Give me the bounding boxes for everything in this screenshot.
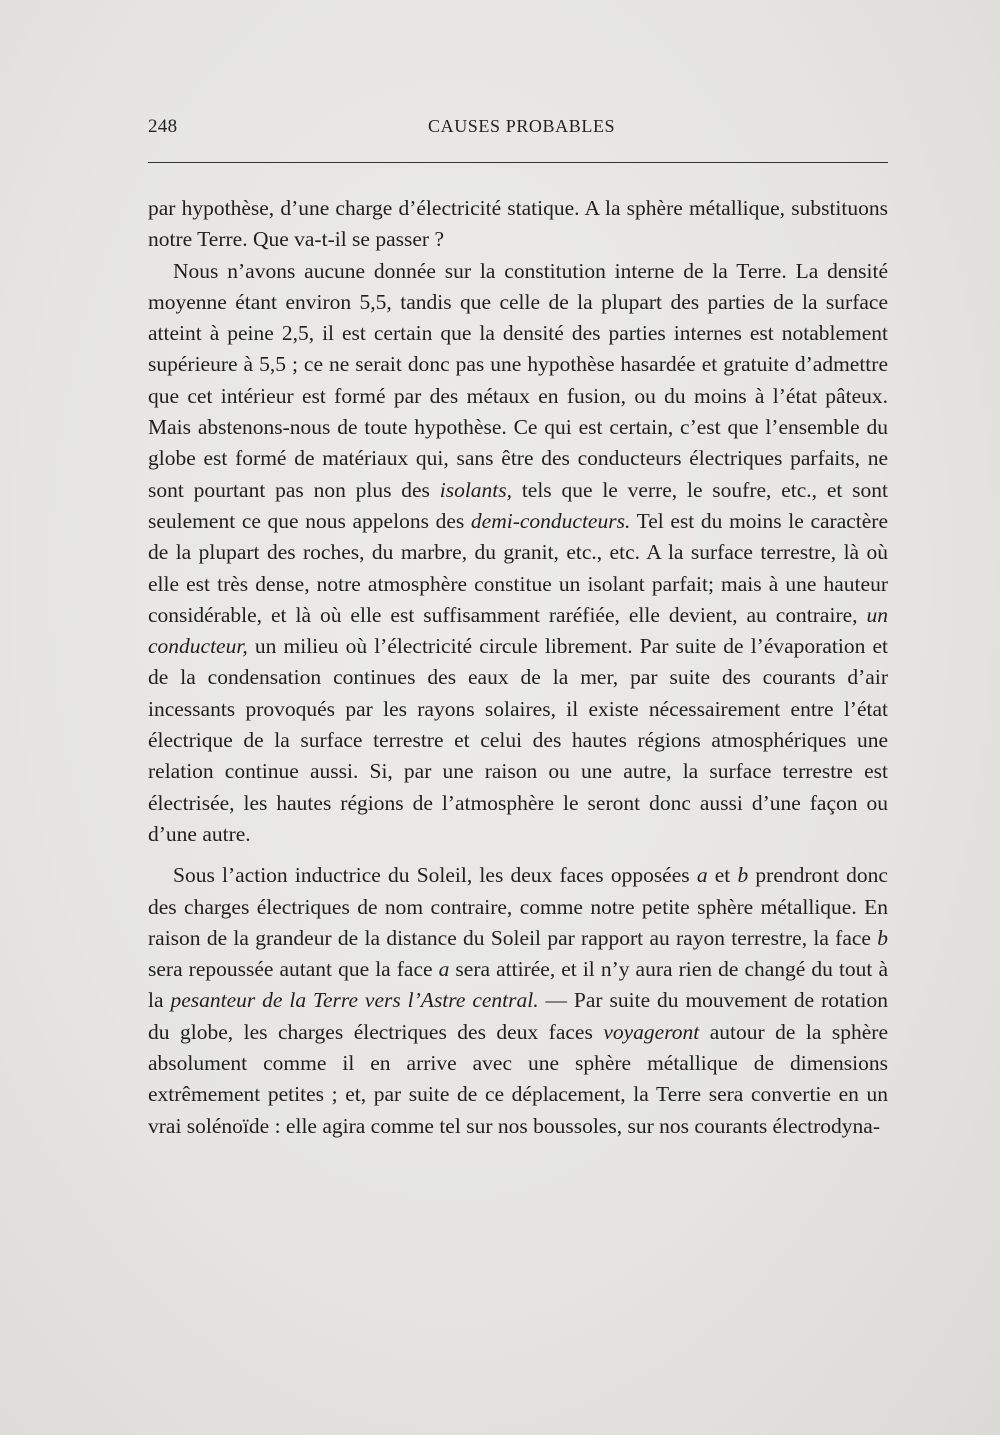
text-run: Nous n’avons aucune donnée sur la constitution interne de la Terre. La densité moyenne étant environ 5,5, tandis que celle de la plupart des parties de la surface atteint à peine 2,5, il est certain que la densité des parties internes est notablement supérieure à 5,5 ; ce ne serait donc pas une hypothèse hasardée et gratuite d’admettre que cet intérieur est formé par des métaux en fusion, ou du moins à l’état pâteux. Mais abstenons-nous de toute hypothèse. Ce qui est certain, c’est que l’ensemble du globe est formé de matériaux qui, sans être des conducteurs électriques parfaits, ne sont pourtant pas non plus des [148,258,888,502]
page-header [148,116,888,142]
text-run: et [707,863,738,888]
paragraph-1 [148,193,888,256]
italic-run: isolants, [439,477,513,502]
text-run: prendront donc des charges électriques de nom contraire, comme notre petite sphère métallique. En raison de la grandeur de la distance du Soleil par rapport au rayon terrestre, la face [148,863,888,950]
italic-run: pesanteur de la Terre vers l’Astre central. [170,988,539,1013]
paragraph-3 [148,860,888,1142]
italic-run: a [696,863,708,888]
italic-run: a [438,957,450,982]
text-run: — Par suite du mouvement de rotation du globe, les charges électriques des deux faces [148,988,888,1044]
page-number: 248 [148,116,178,137]
text-run: par hypothèse, d’une charge d’électricité statique. A la sphère métallique, substituons notre Terre. Que va-t-il se passer ? [148,196,888,252]
italic-run: voyageront [603,1019,700,1044]
text-run: sera repoussée autant que la face [148,957,439,982]
italic-run: un conducteur, [148,602,888,659]
italic-run: demi-conducteurs. [470,508,631,533]
text-run: Sous l’action inductrice du Soleil, les deux faces opposées [173,863,697,888]
text-run: sera attirée, et il n’y aura rien de changé du tout à la [148,957,888,1013]
text-run: tels que le verre, le soufre, etc., et sont seulement ce que nous appelons des [148,477,888,533]
text-run: Tel est du moins le caractère de la plupart des roches, du marbre, du granit, etc., etc. A la surface terrestre, là où elle est très dense, notre atmosphère constitue un isolant parfait; mais à une hauteur considérable, et là où elle est suffisamment raréfiée, elle devient, au contraire, [148,508,888,627]
text-run: autour de la sphère absolument comme il en arrive avec une sphère métallique de dimensions extrêmement petites ; et, par suite de ce déplacement, la Terre sera convertie en un vrai solénoïde : elle agira comme tel sur nos boussoles, sur nos courants électrodyna- [148,1019,888,1138]
header-rule [148,162,888,163]
body-text [148,193,888,1142]
paragraph-2 [148,256,888,851]
text-run: un milieu où l’électricité circule librement. Par suite de l’évaporation et de la condensation continues des eaux de la mer, par suite des courants d’air incessants provoqués par les rayons solaires, il existe nécessairement entre l’état électrique de la surface terrestre et celui des hautes régions atmosphériques une relation continue aussi. Si, par une raison ou une autre, la surface terrestre est électrisée, les hautes régions de l’atmosphère le seront donc aussi d’une façon ou d’une autre. [148,634,888,846]
italic-run: b [737,863,749,888]
paragraph-gap [148,850,888,860]
running-head: CAUSES PROBABLES [428,116,616,136]
italic-run: b [877,925,888,950]
